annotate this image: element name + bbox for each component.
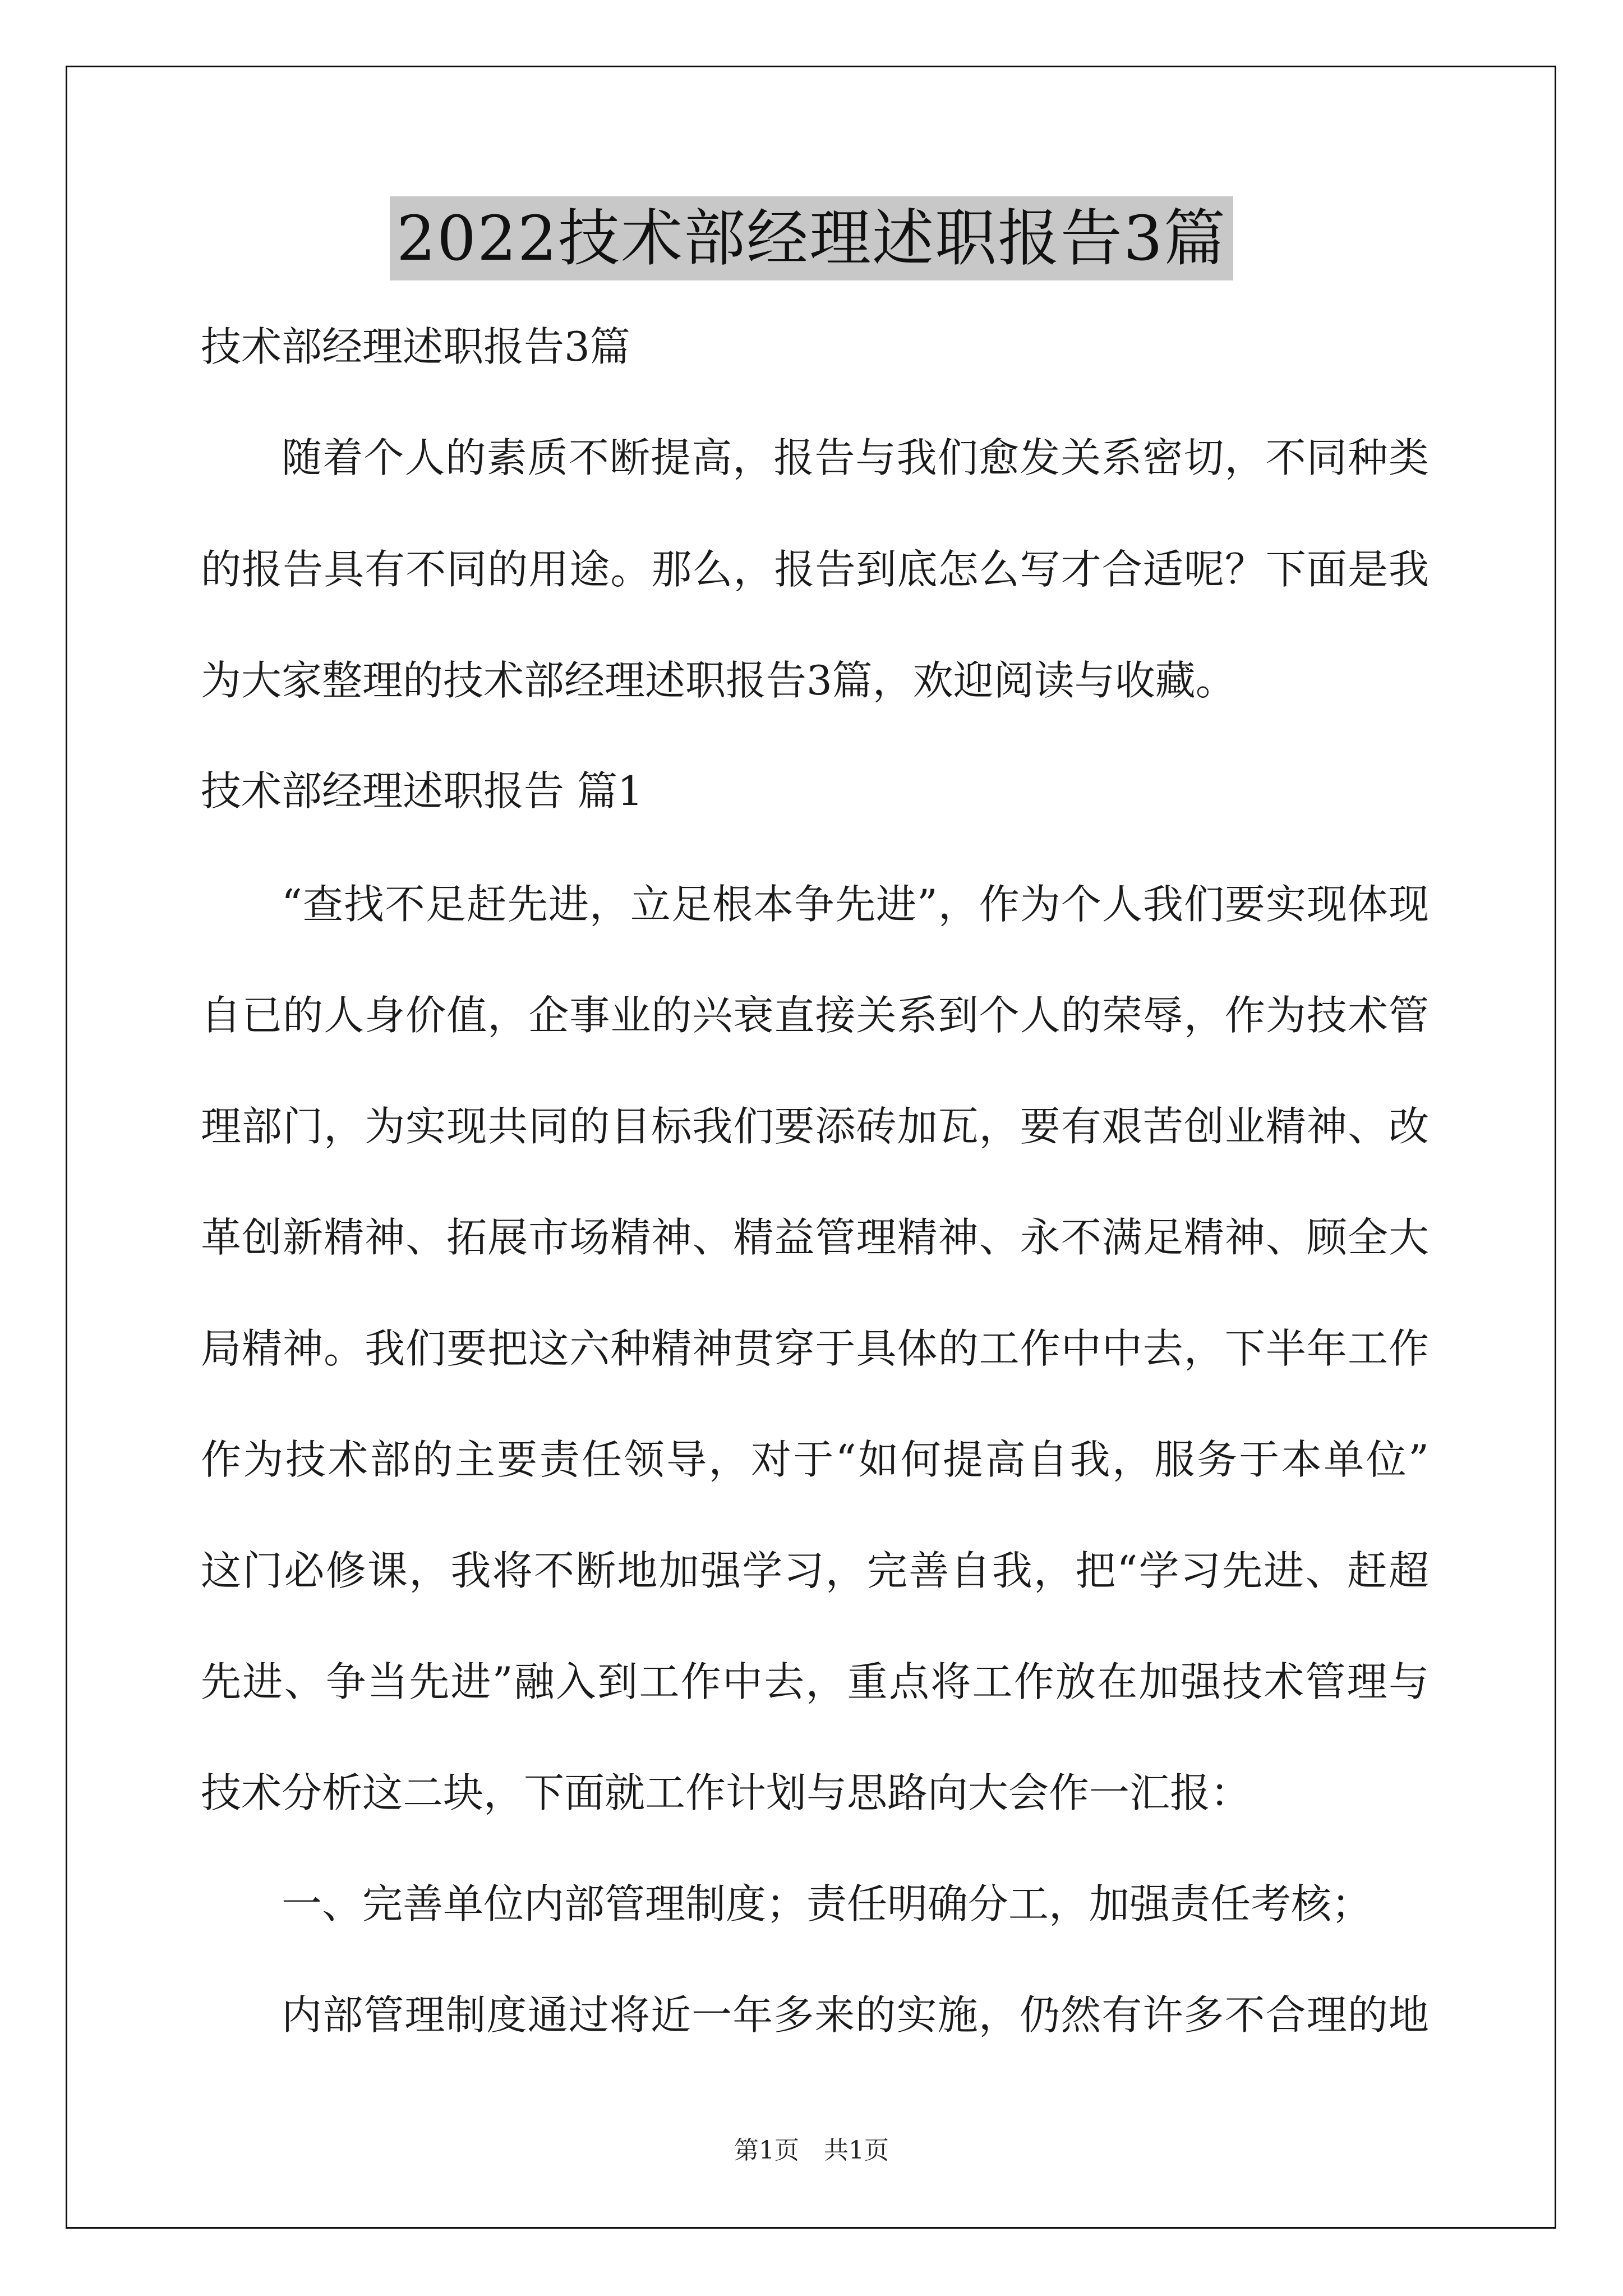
intro-line-3: 为大家整理的技术部经理述职报告3篇，欢迎阅读与收藏。 xyxy=(201,657,1236,704)
body-line-7: 这门必修课，我将不断地加强学习，完善自我，把“学习先进、赶超 xyxy=(201,1547,1429,1594)
body-line-6: 作为技术部的主要责任领导，对于“如何提高自我，服务于本单位” xyxy=(201,1436,1429,1483)
intro-line-2: 的报告具有不同的用途。那么，报告到底怎么写才合适呢？下面是我 xyxy=(201,546,1429,593)
item-1-body-line: 内部管理制度通过将近一年多来的实施，仍然有许多不合理的地 xyxy=(282,1991,1429,2039)
page-footer: 第1页 共1页 xyxy=(734,2136,889,2165)
document-title: 2022技术部经理述职报告3篇 xyxy=(390,196,1233,280)
body-line-5: 局精神。我们要把这六种精神贯穿于具体的工作中中去，下半年工作 xyxy=(201,1325,1429,1372)
body-line-1: “查找不足赶先进，立足根本争先进”，作为个人我们要实现体现 xyxy=(282,881,1429,928)
body-line-4: 革创新精神、拓展市场精神、精益管理精神、永不满足精神、顾全大 xyxy=(201,1214,1429,1261)
body-line-8: 先进、争当先进”融入到工作中去，重点将工作放在加强技术管理与 xyxy=(201,1658,1429,1705)
title-container xyxy=(0,196,1623,280)
body-line-2: 自已的人身价值，企事业的兴衰直接关系到个人的荣辱，作为技术管 xyxy=(201,992,1429,1039)
item-1-heading: 一、完善单位内部管理制度；责任明确分工，加强责任考核； xyxy=(282,1880,1372,1927)
intro-line-1: 随着个人的素质不断提高，报告与我们愈发关系密切，不同种类 xyxy=(282,434,1429,481)
section-heading: 技术部经理述职报告 篇1 xyxy=(201,767,643,815)
body-line-3: 理部门，为实现共同的目标我们要添砖加瓦，要有艰苦创业精神、改 xyxy=(201,1103,1429,1150)
body-line-9: 技术分析这二块，下面就工作计划与思路向大会作一汇报： xyxy=(201,1769,1251,1816)
subtitle: 技术部经理述职报告3篇 xyxy=(201,323,630,370)
